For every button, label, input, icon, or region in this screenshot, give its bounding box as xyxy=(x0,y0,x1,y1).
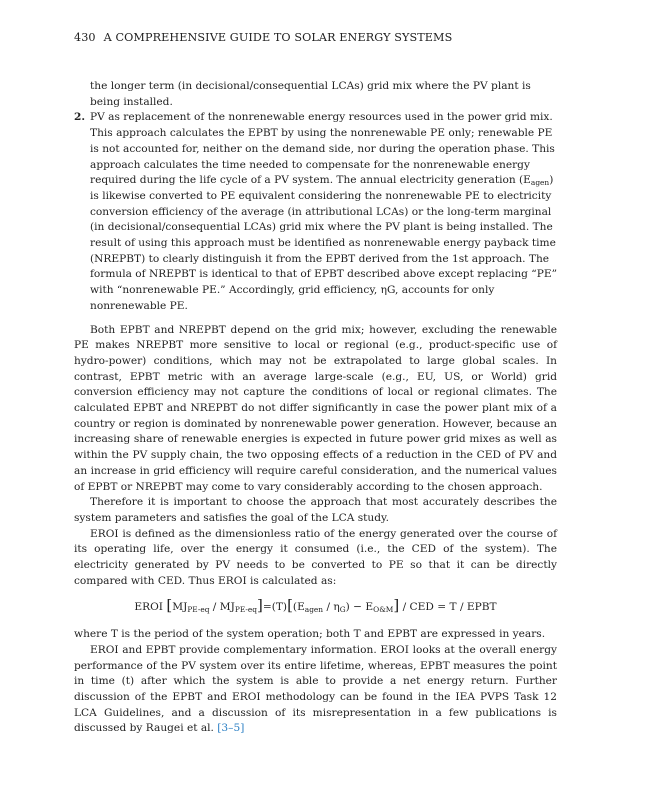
eq-ced: CED xyxy=(409,600,434,613)
list-item-2-marker: 2. xyxy=(74,111,86,124)
eq-e-om-sub: O&M xyxy=(373,604,394,614)
list-item-2 xyxy=(74,110,557,314)
numbered-list xyxy=(74,79,557,315)
eq-rhs: T / EPBT xyxy=(449,600,497,613)
eq-eta: η xyxy=(333,600,340,613)
eq-e-agen-sub: agen xyxy=(304,604,324,614)
eq-unit-den: MJ xyxy=(219,600,235,613)
paragraph-approach: Therefore it is important to choose the approach that most accurately describes the system parameters and satisfies the goal of the LCA study. xyxy=(74,496,557,524)
running-header xyxy=(74,31,452,44)
list-item-2-text-a: PV as replacement of the nonrenewable energy resources used in the power grid mix. This approach calculates the EPBT by using the nonrenewable PE only; renewable PE is not accounted for, neither on the demand side, nor during the operation phase. This approach calculates the time needed to compensate for the nonrenewable energy required during the life cycle of a PV system. The annual electricity generation (E xyxy=(90,111,555,187)
body-text xyxy=(74,79,557,737)
eq-e-om: E xyxy=(365,600,374,613)
eq-equals-1: = xyxy=(262,600,272,613)
eq-eroi: EROI xyxy=(134,600,163,613)
eq-equals-2: = xyxy=(437,600,447,613)
eq-unit-den-sub: PE-eq xyxy=(234,604,257,614)
paragraph-eroi-epbt-text: EROI and EPBT provide complementary information. EROI looks at the overall energy performance of the PV system over its entire lifetime, whereas, EPBT measures the point in time (t) after which the system is able to provide a net energy return. Further discussion of the EPBT and EROI methodology can be found in the IEA PVPS Task 12 LCA Guidelines, and a discussion of its misrepresentation in a few publications is discussed by Raugei et al. xyxy=(74,643,557,735)
eq-e-agen: E xyxy=(297,600,305,613)
eq-unit-num-sub: PE-eq xyxy=(187,604,210,614)
page-number: 430 xyxy=(74,31,96,44)
paragraph-where-t: where T is the period of the system operation; both T and EPBT are expressed in years. xyxy=(74,628,546,641)
eq-eta-sub: G xyxy=(339,604,346,614)
list-item-2-text-b: ) is likewise converted to PE equivalent considering the nonrenewable PE to electricity conversion efficiency of the average (in attributional LCAs) or the long-term marginal (in decisional/consequential LCAs) grid mix where the PV plant is being installed. The result of using this approach must be identified as nonrenewable energy payback time (NREPBT) to clearly distinguish it from the EPBT derived from the 1st approach. The formula of NREPBT is identical to that of EPBT described above except replacing “PE” with “nonrenewable PE.” Accordingly, grid efficiency, ηG, accounts for only nonrenewable PE. xyxy=(90,174,557,312)
paragraph-eroi-epbt xyxy=(74,643,557,737)
citation-link[interactable]: [3–5] xyxy=(217,722,245,735)
paragraph-grid-mix: Both EPBT and NREPBT depend on the grid mix; however, excluding the renewable PE makes NREPBT more sensitive to local or regional (e.g., product-specific use of hydro-power) conditions, which may not be extrapolated to large global scales. In contrast, EPBT metric with an average large-scale (e.g., EU, US, or World) grid conversion efficiency may not capture the conditions of local or regional climates. The calculated EPBT and NREPBT do not differ significantly in case the power plant mix of a country or region is dominated by nonrenewable power generation. However, because an increasing share of renewable energies is expected in future power grid mixes as well as within the PV supply chain, the two opposing effects of a reduction in the CED of PV and an increase in grid efficiency will require careful consideration, and the numerical values of EPBT or NREPBT may come to vary considerably according to the chosen approach. xyxy=(74,323,557,493)
list-item-1-continuation: the longer term (in decisional/consequential LCAs) grid mix where the PV plant is being installed. xyxy=(90,80,531,108)
agen-subscript: agen xyxy=(530,178,550,188)
eroi-equation: EROI $[MJ_{PE-eq} / MJ_{PE-eq}]=(T)[(E_{agen} / \eta_G) - E_{O\&M}]$ / CED = T / EPBT xyxy=(134,595,497,614)
paragraph-eroi-definition: EROI is defined as the dimensionless ratio of the energy generated over the course of its operating life, over the energy it consumed (i.e., the CED of the system). The electricity generated by PV needs to be converted to PE so that it can be directly compared with CED. Thus EROI is calculated as: xyxy=(74,527,557,587)
eq-unit-num: MJ xyxy=(172,600,188,613)
book-title: A COMPREHENSIVE GUIDE TO SOLAR ENERGY SYSTEMS xyxy=(103,31,453,44)
eq-t-term: (T) xyxy=(271,600,288,613)
